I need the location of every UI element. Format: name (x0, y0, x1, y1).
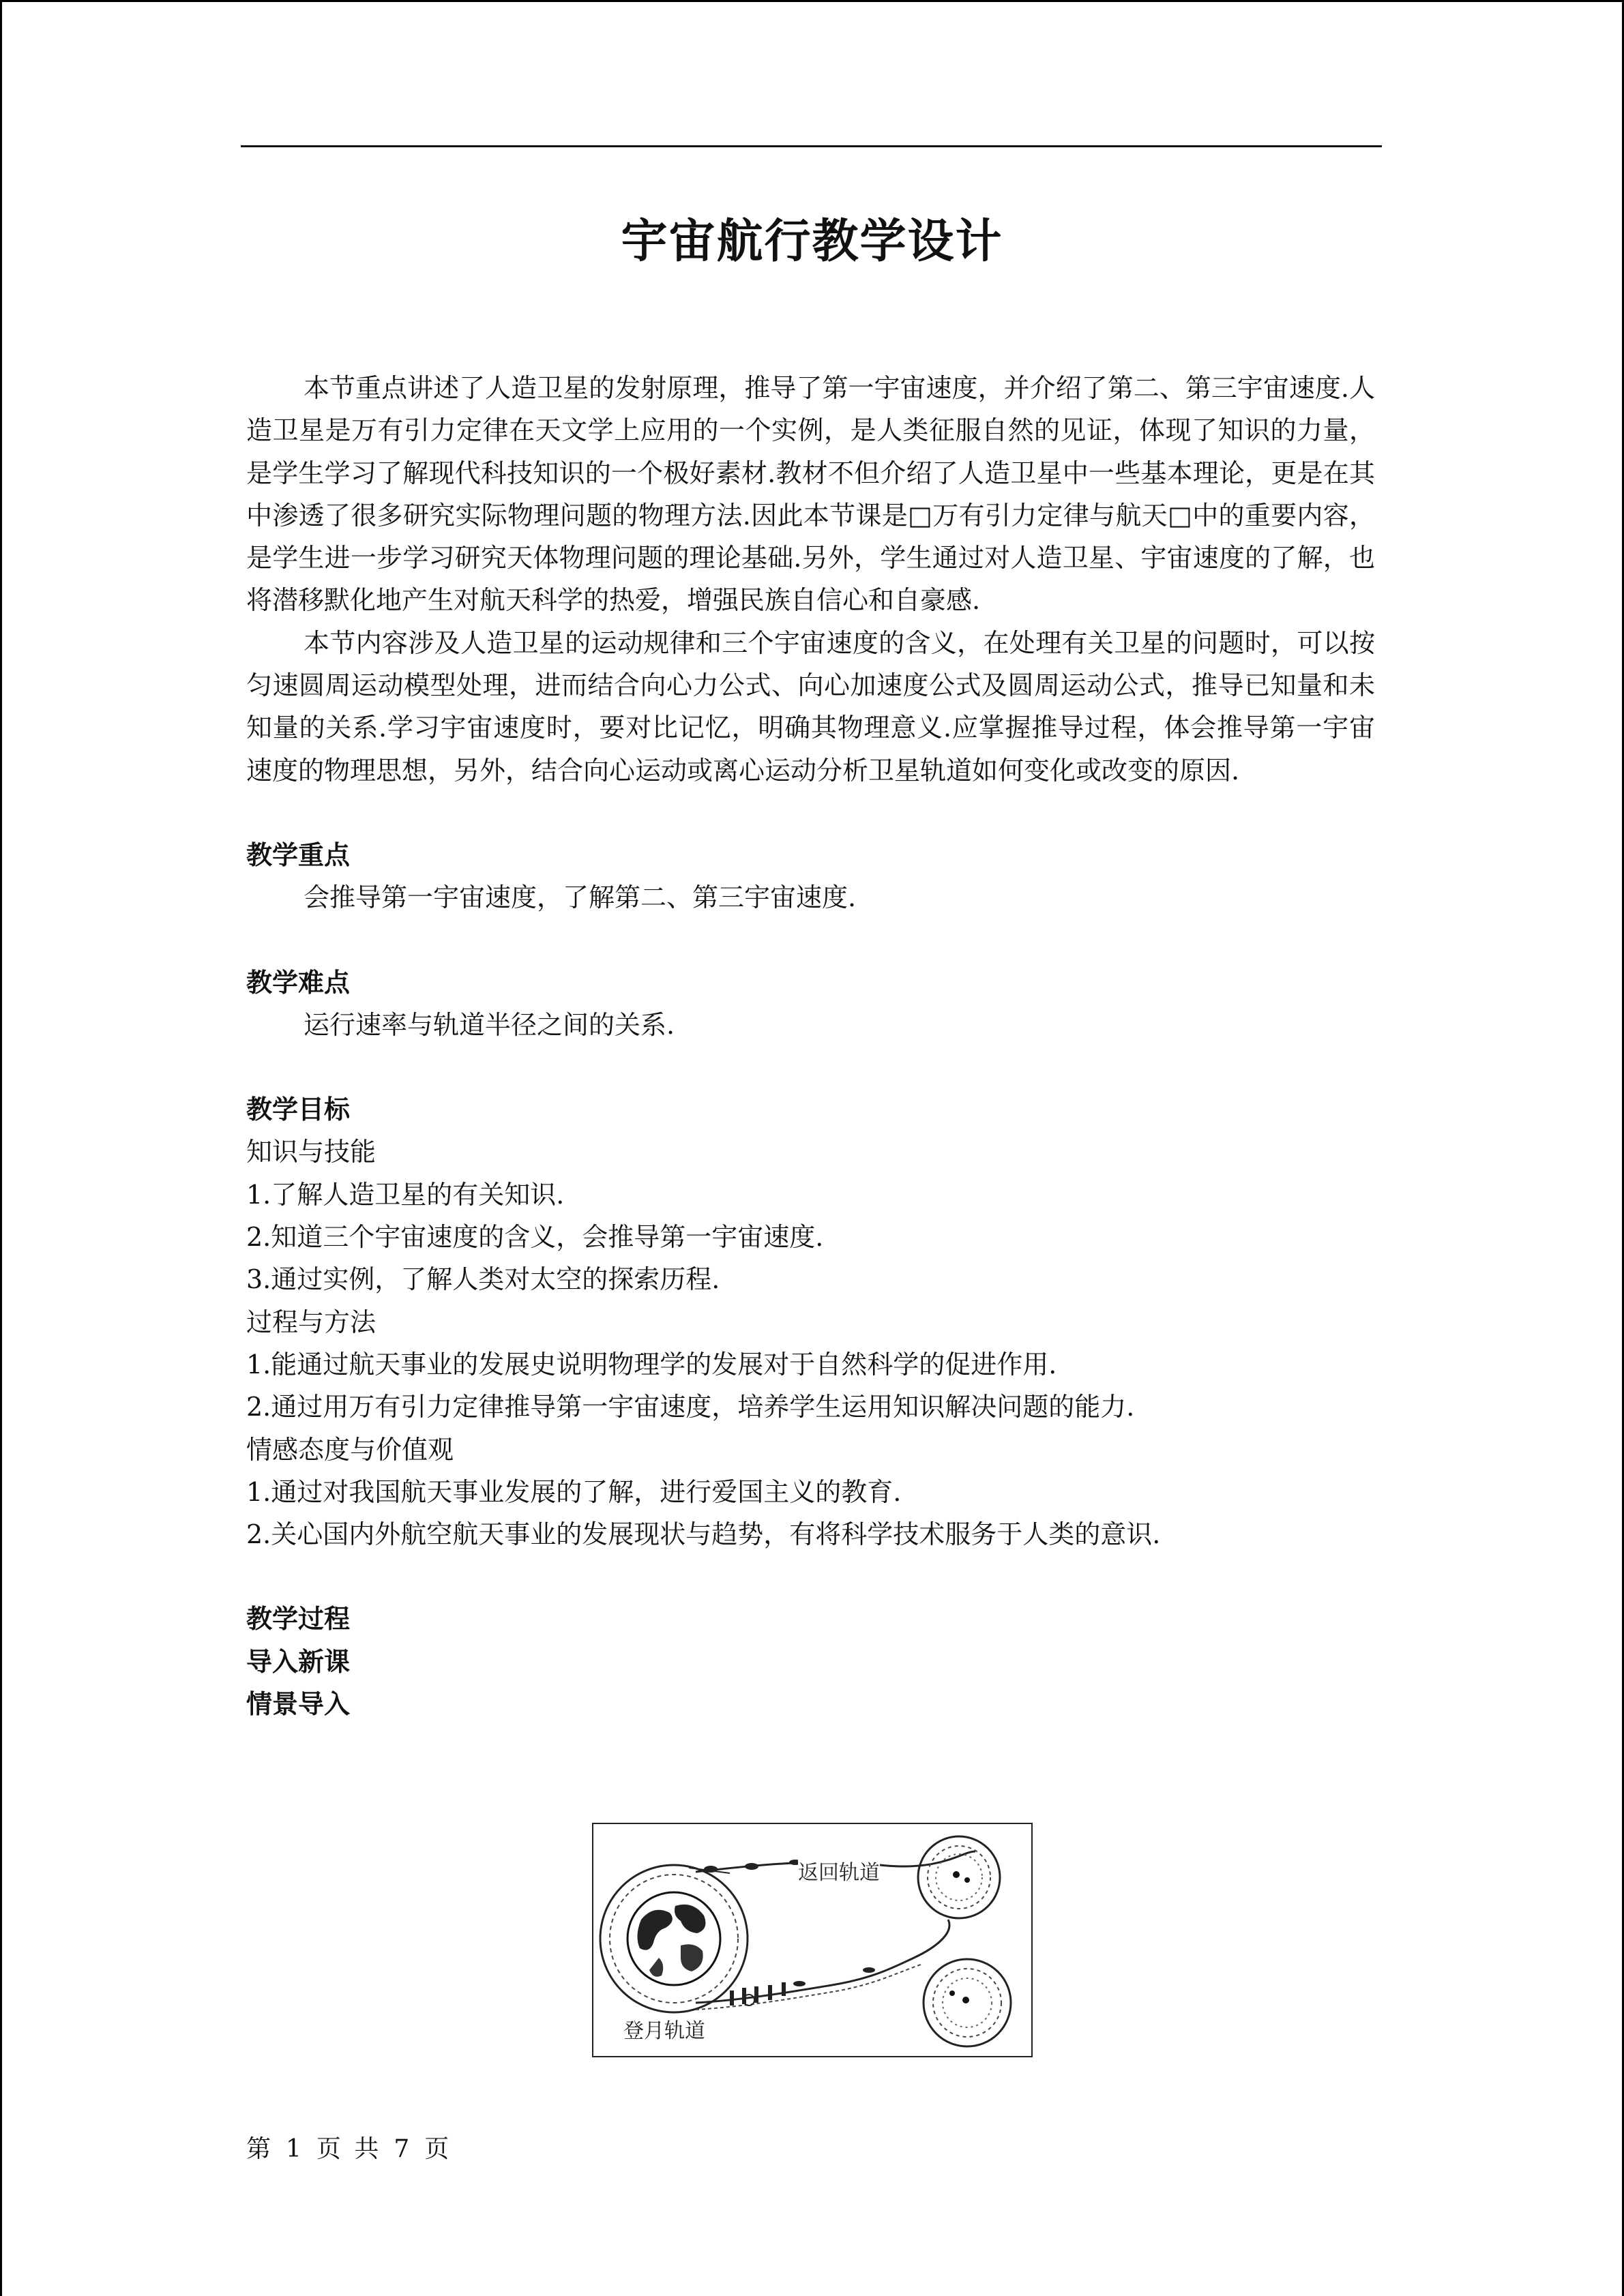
scenario-intro-heading: 情景导入 (246, 1689, 351, 1720)
attitude-item: 1.通过对我国航天事业发展的了解，进行爱国主义的教育. (246, 1476, 902, 1507)
lunar-mission-figure (592, 1823, 1033, 2057)
page-footer (246, 2130, 464, 2164)
page-border-top (0, 0, 1624, 2)
process-method-label: 过程与方法 (246, 1307, 377, 1337)
spacer (246, 1046, 1375, 1088)
objectives-heading: 教学目标 (246, 1094, 351, 1125)
knowledge-item: 3.通过实例，了解人类对太空的探索历程. (246, 1264, 720, 1295)
moon-icon (953, 1871, 960, 1878)
document-body (246, 367, 1375, 1725)
header-rule (241, 145, 1382, 147)
teaching-process-heading: 教学过程 (246, 1604, 351, 1635)
intro-paragraph-2: 本节内容涉及人造卫星的运动规律和三个宇宙速度的含义，在处理有关卫星的问题时，可以按匀速圆周运动模型处理，进而结合向心力公式、向心加速度公式及圆周运动公式，推导已知量和未知量的关系.学习宇宙速度时，要对比记忆，明确其物理意义.应掌握推导过程，体会推导第一宇宙速度的物理思想，另外，结合向心运动或离心运动分析卫星轨道如何变化或改变的原因. (246, 627, 1375, 786)
return-orbit-label: 返回轨道 (798, 1855, 880, 1885)
lunar-orbit-label: 登月轨道 (623, 2014, 705, 2044)
spacecraft-icon (745, 1863, 758, 1870)
rocket-icon (730, 1991, 734, 2006)
footer-prefix: 第 (246, 2135, 274, 2163)
footer-page-number: 1 (286, 2135, 304, 2163)
footer-mid: 页 共 (316, 2135, 382, 2163)
attitude-label: 情感态度与价值观 (246, 1434, 454, 1465)
rocket-icon (782, 1982, 786, 1996)
process-method-item: 2.通过用万有引力定律推导第一宇宙速度，培养学生运用知识解决问题的能力. (246, 1392, 1135, 1422)
lunar-module-icon (949, 1991, 955, 1996)
footer-total-pages: 7 (394, 2135, 413, 2163)
knowledge-item: 2.知道三个宇宙速度的含义，会推导第一宇宙速度. (246, 1222, 824, 1253)
attitude-item: 2.关心国内外航空航天事业的发展现状与趋势，有将科学技术服务于人类的意识. (246, 1519, 1161, 1550)
moon-icon (962, 1997, 969, 2003)
lunar-module-icon (964, 1877, 970, 1883)
page-border-left (0, 0, 2, 2296)
spacecraft-icon (704, 1866, 718, 1873)
process-method-item: 1.能通过航天事业的发展史说明物理学的发展对于自然科学的促进作用. (246, 1349, 1057, 1380)
rocket-icon (768, 1985, 772, 2000)
knowledge-label: 知识与技能 (246, 1137, 377, 1167)
knowledge-item: 1.了解人造卫星的有关知识. (246, 1179, 565, 1210)
difficulty-heading: 教学难点 (246, 967, 351, 998)
spacecraft-icon (793, 1981, 806, 1986)
difficulty-text: 运行速率与轨道半径之间的关系. (304, 1009, 675, 1040)
new-lesson-heading: 导入新课 (246, 1646, 351, 1677)
key-point-heading: 教学重点 (246, 839, 351, 870)
spacer (246, 792, 1375, 834)
moon-orbit-upper (918, 1836, 1000, 1918)
spacecraft-icon (863, 1967, 875, 1973)
key-point-text: 会推导第一宇宙速度，了解第二、第三宇宙速度. (304, 882, 857, 913)
spacer (246, 1555, 1375, 1598)
spacer (246, 919, 1375, 961)
intro-paragraph-1: 本节重点讲述了人造卫星的发射原理，推导了第一宇宙速度，并介绍了第二、第三宇宙速度.人造卫星是万有引力定律在天文学上应用的一个实例，是人类征服自然的见证，体现了知识的力量，是学生学习了解现代科技知识的一个极好素材.教材不但介绍了人造卫星中一些基本理论，更是在其中渗透了很多研究实际物理问题的物理方法.因此本节课是□万有引力定律与航天□中的重要内容，是学生进一步学习研究天体物理问题的理论基础.另外，学生通过对人造卫星、宇宙速度的了解，也将潜移默化地产生对航天科学的热爱，增强民族自信心和自豪感. (246, 373, 1375, 616)
document-title: 宇宙航行教学设计 (621, 215, 1003, 269)
footer-suffix: 页 (424, 2135, 452, 2163)
